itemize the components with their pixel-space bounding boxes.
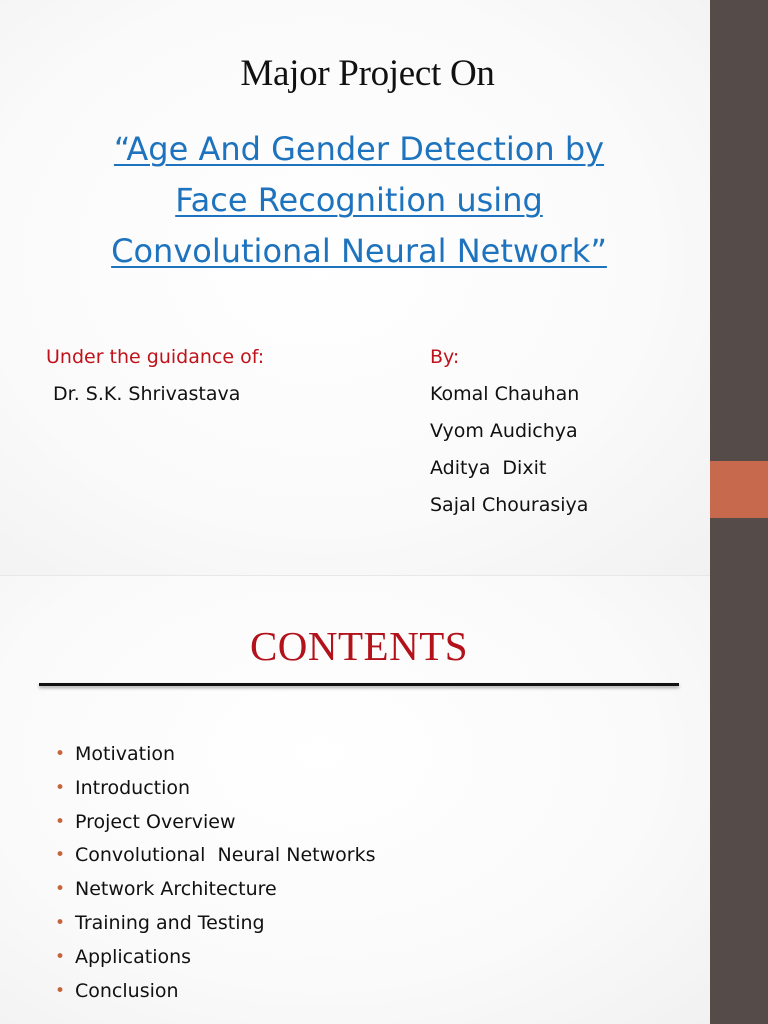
- list-item: [55, 977, 375, 1011]
- bullet-dot-icon: •: [55, 845, 66, 866]
- author-name: Sajal Chourasiya: [430, 494, 589, 516]
- list-item: [55, 774, 375, 808]
- bullet-dot-icon: •: [55, 946, 66, 967]
- bullet-dot-icon: •: [55, 980, 66, 1001]
- list-item: [55, 943, 375, 977]
- bullet-dot-icon: •: [55, 879, 66, 900]
- bullet-dot-icon: •: [55, 912, 66, 933]
- list-item-label: Network Architecture: [75, 878, 277, 901]
- list-item-label: Training and Testing: [75, 911, 265, 934]
- list-item-label: Introduction: [75, 776, 191, 799]
- list-item: [55, 909, 375, 943]
- heading-divider: [39, 683, 679, 686]
- author-name: Aditya Dixit: [430, 457, 547, 479]
- bullet-dot-icon: •: [55, 777, 66, 798]
- list-item: [55, 841, 375, 875]
- list-item-label: Motivation: [75, 743, 176, 765]
- list-item-label: Project Overview: [75, 810, 236, 833]
- list-item-label: Conclusion: [75, 979, 179, 1002]
- project-title[interactable]: [86, 124, 632, 277]
- list-item-label: Applications: [75, 945, 192, 968]
- list-item: [55, 808, 375, 842]
- slide-heading: Major Project On: [240, 53, 495, 94]
- author-name: Komal Chauhan: [430, 383, 580, 405]
- author-name: Vyom Audichya: [430, 420, 578, 442]
- list-item: [55, 875, 375, 909]
- list-item: [55, 740, 375, 774]
- bullet-dot-icon: •: [55, 811, 66, 832]
- guidance-label: Under the guidance of:: [46, 346, 265, 368]
- bullet-dot-icon: •: [55, 744, 66, 764]
- sidebar-accent-block: [710, 461, 768, 518]
- contents-list: [55, 740, 375, 1010]
- list-item-label: Convolutional Neural Networks: [75, 844, 376, 867]
- contents-heading: CONTENTS: [249, 623, 469, 669]
- project-title-line[interactable]: Face Recognition using: [175, 181, 543, 219]
- guide-name: Dr. S.K. Shrivastava: [53, 383, 241, 405]
- project-title-line[interactable]: “Age And Gender Detection by: [113, 130, 605, 168]
- authors-label: By:: [430, 346, 460, 368]
- project-title-line[interactable]: Convolutional Neural Network”: [111, 232, 607, 270]
